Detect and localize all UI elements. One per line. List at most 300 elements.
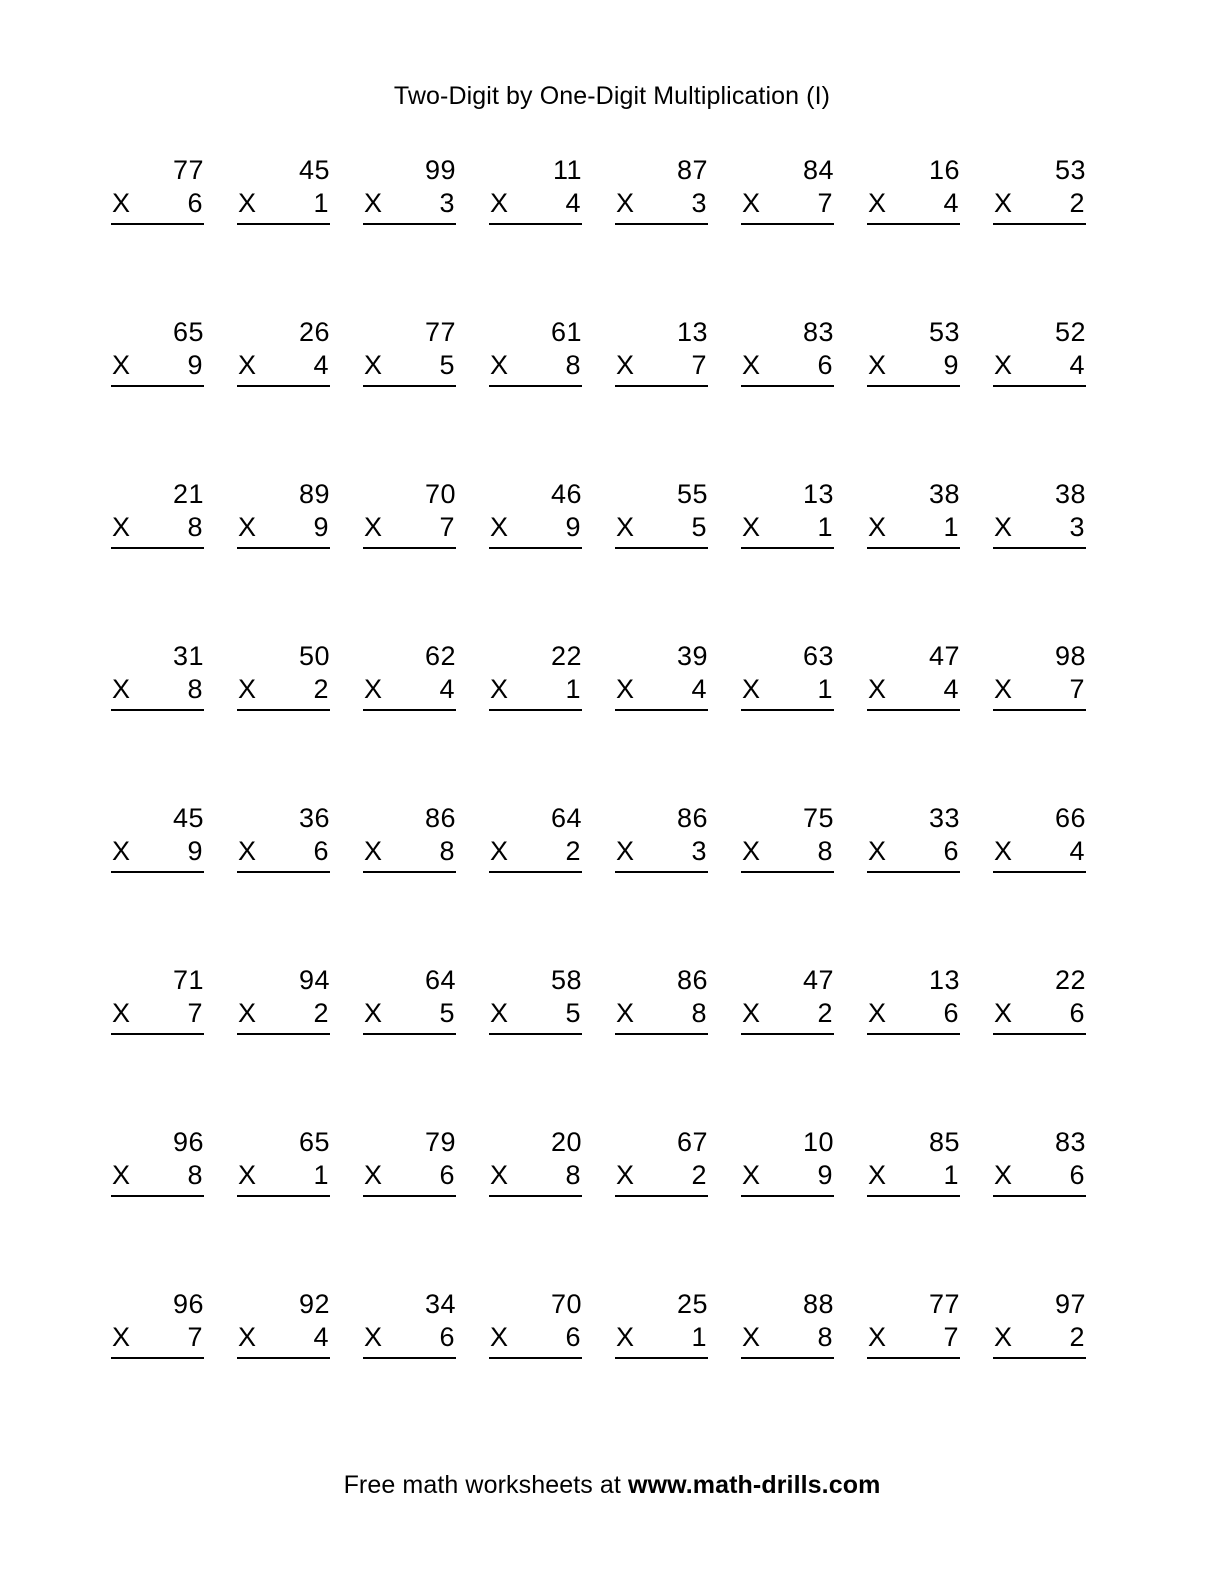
factor-bottom-line bbox=[489, 1321, 582, 1359]
problem-cell bbox=[234, 802, 360, 964]
factor-bottom: 9 bbox=[943, 350, 959, 380]
factor-bottom-line bbox=[111, 187, 204, 225]
factor-top: 20 bbox=[550, 1127, 582, 1157]
factor-bottom-line bbox=[111, 349, 204, 387]
problem-cell bbox=[990, 964, 1116, 1126]
factor-top: 45 bbox=[172, 803, 204, 833]
factor-bottom: 1 bbox=[313, 1160, 329, 1190]
factor-top: 13 bbox=[802, 479, 834, 509]
problem-cell bbox=[486, 802, 612, 964]
factor-top: 64 bbox=[550, 803, 582, 833]
factor-top: 64 bbox=[424, 965, 456, 995]
problem-cell bbox=[360, 316, 486, 478]
multiply-operator: X bbox=[112, 674, 131, 704]
factor-top: 33 bbox=[928, 803, 960, 833]
problem-cell bbox=[360, 1126, 486, 1288]
multiply-operator: X bbox=[742, 836, 761, 866]
multiply-operator: X bbox=[364, 512, 383, 542]
problem-cell bbox=[108, 316, 234, 478]
factor-top: 88 bbox=[802, 1289, 834, 1319]
factor-bottom-line bbox=[867, 1159, 960, 1197]
multiply-operator: X bbox=[868, 998, 887, 1028]
factor-top: 22 bbox=[1054, 965, 1086, 995]
multiply-operator: X bbox=[238, 512, 257, 542]
factor-bottom: 3 bbox=[691, 836, 707, 866]
multiply-operator: X bbox=[868, 512, 887, 542]
factor-top: 36 bbox=[298, 803, 330, 833]
factor-bottom: 2 bbox=[691, 1160, 707, 1190]
problem-cell bbox=[612, 802, 738, 964]
problem-cell bbox=[234, 964, 360, 1126]
factor-bottom-line bbox=[363, 1321, 456, 1359]
factor-top: 45 bbox=[298, 155, 330, 185]
factor-bottom-line bbox=[363, 511, 456, 549]
factor-bottom: 4 bbox=[313, 1322, 329, 1352]
factor-top: 97 bbox=[1054, 1289, 1086, 1319]
factor-bottom-line bbox=[615, 835, 708, 873]
multiply-operator: X bbox=[868, 350, 887, 380]
factor-top: 65 bbox=[172, 317, 204, 347]
multiply-operator: X bbox=[490, 1160, 509, 1190]
multiply-operator: X bbox=[994, 674, 1013, 704]
problem-cell bbox=[612, 1288, 738, 1450]
multiply-operator: X bbox=[490, 998, 509, 1028]
factor-bottom: 7 bbox=[1069, 674, 1085, 704]
factor-top: 87 bbox=[676, 155, 708, 185]
factor-bottom-line bbox=[111, 1159, 204, 1197]
factor-top: 22 bbox=[550, 641, 582, 671]
factor-top: 96 bbox=[172, 1289, 204, 1319]
problem-cell bbox=[234, 1126, 360, 1288]
factor-bottom: 7 bbox=[817, 188, 833, 218]
factor-bottom-line bbox=[741, 349, 834, 387]
problem-cell bbox=[864, 154, 990, 316]
multiply-operator: X bbox=[112, 998, 131, 1028]
problem-cell bbox=[738, 1288, 864, 1450]
factor-bottom: 8 bbox=[565, 350, 581, 380]
factor-bottom-line bbox=[363, 1159, 456, 1197]
factor-bottom-line bbox=[237, 673, 330, 711]
factor-bottom: 5 bbox=[439, 998, 455, 1028]
factor-top: 47 bbox=[928, 641, 960, 671]
factor-bottom: 1 bbox=[817, 512, 833, 542]
factor-bottom: 8 bbox=[187, 1160, 203, 1190]
factor-top: 46 bbox=[550, 479, 582, 509]
multiply-operator: X bbox=[238, 1322, 257, 1352]
factor-bottom-line bbox=[867, 835, 960, 873]
multiply-operator: X bbox=[364, 998, 383, 1028]
multiply-operator: X bbox=[364, 1322, 383, 1352]
problem-cell bbox=[108, 1288, 234, 1450]
factor-bottom-line bbox=[867, 349, 960, 387]
factor-bottom: 6 bbox=[1069, 1160, 1085, 1190]
problem-cell bbox=[360, 478, 486, 640]
problem-row bbox=[108, 964, 1116, 1126]
factor-bottom-line bbox=[489, 673, 582, 711]
factor-bottom: 6 bbox=[817, 350, 833, 380]
factor-top: 21 bbox=[172, 479, 204, 509]
factor-bottom-line bbox=[111, 511, 204, 549]
problem-cell bbox=[234, 640, 360, 802]
factor-top: 79 bbox=[424, 1127, 456, 1157]
multiply-operator: X bbox=[238, 1160, 257, 1190]
factor-bottom-line bbox=[993, 1321, 1086, 1359]
problem-cell bbox=[990, 154, 1116, 316]
multiply-operator: X bbox=[616, 1322, 635, 1352]
problem-cell bbox=[108, 1126, 234, 1288]
factor-bottom-line bbox=[867, 511, 960, 549]
factor-bottom: 3 bbox=[439, 188, 455, 218]
factor-top: 99 bbox=[424, 155, 456, 185]
factor-bottom: 6 bbox=[187, 188, 203, 218]
factor-bottom: 4 bbox=[439, 674, 455, 704]
factor-top: 52 bbox=[1054, 317, 1086, 347]
factor-top: 58 bbox=[550, 965, 582, 995]
factor-top: 63 bbox=[802, 641, 834, 671]
factor-bottom-line bbox=[111, 835, 204, 873]
multiply-operator: X bbox=[490, 350, 509, 380]
multiply-operator: X bbox=[364, 1160, 383, 1190]
factor-bottom-line bbox=[615, 997, 708, 1035]
factor-top: 13 bbox=[676, 317, 708, 347]
factor-top: 11 bbox=[552, 155, 582, 185]
factor-bottom-line bbox=[363, 997, 456, 1035]
footer-credit bbox=[0, 1471, 1224, 1500]
factor-bottom: 9 bbox=[565, 512, 581, 542]
factor-top: 67 bbox=[676, 1127, 708, 1157]
factor-bottom: 1 bbox=[943, 1160, 959, 1190]
problem-cell bbox=[864, 640, 990, 802]
problem-cell bbox=[738, 640, 864, 802]
factor-bottom-line bbox=[489, 997, 582, 1035]
factor-top: 25 bbox=[676, 1289, 708, 1319]
factor-top: 31 bbox=[172, 641, 204, 671]
factor-top: 85 bbox=[928, 1127, 960, 1157]
factor-bottom: 9 bbox=[313, 512, 329, 542]
factor-bottom-line bbox=[993, 511, 1086, 549]
multiply-operator: X bbox=[742, 674, 761, 704]
factor-bottom: 3 bbox=[691, 188, 707, 218]
factor-bottom: 2 bbox=[313, 674, 329, 704]
factor-bottom-line bbox=[363, 349, 456, 387]
factor-bottom-line bbox=[237, 1159, 330, 1197]
multiply-operator: X bbox=[994, 836, 1013, 866]
problem-cell bbox=[990, 640, 1116, 802]
multiply-operator: X bbox=[742, 188, 761, 218]
factor-bottom-line bbox=[993, 1159, 1086, 1197]
footer-lead-text: Free math worksheets at bbox=[343, 1471, 629, 1499]
factor-top: 89 bbox=[298, 479, 330, 509]
problem-cell bbox=[360, 640, 486, 802]
problem-row bbox=[108, 154, 1116, 316]
factor-bottom: 8 bbox=[691, 998, 707, 1028]
factor-bottom: 9 bbox=[817, 1160, 833, 1190]
factor-bottom: 1 bbox=[691, 1322, 707, 1352]
problem-cell bbox=[486, 316, 612, 478]
factor-top: 83 bbox=[802, 317, 834, 347]
factor-bottom-line bbox=[363, 187, 456, 225]
factor-bottom: 6 bbox=[943, 998, 959, 1028]
factor-bottom-line bbox=[741, 1321, 834, 1359]
problem-cell bbox=[612, 640, 738, 802]
factor-bottom-line bbox=[741, 997, 834, 1035]
multiply-operator: X bbox=[238, 674, 257, 704]
factor-bottom: 2 bbox=[565, 836, 581, 866]
factor-top: 34 bbox=[424, 1289, 456, 1319]
multiply-operator: X bbox=[238, 998, 257, 1028]
factor-bottom: 1 bbox=[817, 674, 833, 704]
factor-bottom-line bbox=[867, 187, 960, 225]
multiply-operator: X bbox=[112, 836, 131, 866]
factor-bottom-line bbox=[615, 349, 708, 387]
footer-site-text: www.math-drills.com bbox=[628, 1471, 881, 1499]
factor-bottom-line bbox=[237, 187, 330, 225]
factor-bottom: 6 bbox=[943, 836, 959, 866]
factor-top: 75 bbox=[802, 803, 834, 833]
factor-top: 55 bbox=[676, 479, 708, 509]
multiply-operator: X bbox=[994, 350, 1013, 380]
multiply-operator: X bbox=[994, 998, 1013, 1028]
factor-bottom: 5 bbox=[439, 350, 455, 380]
problem-cell bbox=[360, 802, 486, 964]
multiply-operator: X bbox=[868, 188, 887, 218]
factor-top: 77 bbox=[424, 317, 456, 347]
factor-top: 77 bbox=[172, 155, 204, 185]
multiply-operator: X bbox=[742, 998, 761, 1028]
problem-cell bbox=[108, 478, 234, 640]
factor-top: 94 bbox=[298, 965, 330, 995]
factor-bottom: 9 bbox=[187, 350, 203, 380]
page-title: Two-Digit by One-Digit Multiplication (I) bbox=[393, 82, 831, 110]
problem-cell bbox=[486, 1126, 612, 1288]
problem-cell bbox=[738, 964, 864, 1126]
multiply-operator: X bbox=[868, 674, 887, 704]
problem-cell bbox=[612, 478, 738, 640]
multiply-operator: X bbox=[994, 1160, 1013, 1190]
factor-bottom-line bbox=[615, 1321, 708, 1359]
problem-cell bbox=[234, 478, 360, 640]
factor-top: 96 bbox=[172, 1127, 204, 1157]
multiply-operator: X bbox=[742, 350, 761, 380]
problem-cell bbox=[864, 478, 990, 640]
multiply-operator: X bbox=[112, 188, 131, 218]
factor-bottom-line bbox=[615, 511, 708, 549]
factor-top: 47 bbox=[802, 965, 834, 995]
multiply-operator: X bbox=[490, 836, 509, 866]
problem-cell bbox=[486, 1288, 612, 1450]
multiply-operator: X bbox=[994, 188, 1013, 218]
factor-bottom-line bbox=[237, 511, 330, 549]
multiply-operator: X bbox=[616, 836, 635, 866]
factor-bottom: 7 bbox=[691, 350, 707, 380]
factor-bottom: 6 bbox=[1069, 998, 1085, 1028]
factor-bottom: 7 bbox=[439, 512, 455, 542]
factor-top: 98 bbox=[1054, 641, 1086, 671]
problem-cell bbox=[990, 316, 1116, 478]
problem-cell bbox=[864, 1126, 990, 1288]
factor-bottom-line bbox=[237, 1321, 330, 1359]
factor-bottom-line bbox=[111, 673, 204, 711]
factor-bottom-line bbox=[237, 835, 330, 873]
factor-top: 26 bbox=[298, 317, 330, 347]
factor-bottom: 8 bbox=[565, 1160, 581, 1190]
problem-cell bbox=[990, 802, 1116, 964]
factor-bottom: 9 bbox=[187, 836, 203, 866]
problem-cell bbox=[234, 154, 360, 316]
factor-bottom: 1 bbox=[313, 188, 329, 218]
problem-cell bbox=[108, 640, 234, 802]
factor-bottom-line bbox=[489, 511, 582, 549]
factor-bottom: 4 bbox=[691, 674, 707, 704]
factor-bottom: 3 bbox=[1069, 512, 1085, 542]
factor-bottom: 8 bbox=[817, 836, 833, 866]
problem-cell bbox=[108, 802, 234, 964]
factor-top: 71 bbox=[172, 965, 204, 995]
factor-bottom: 4 bbox=[313, 350, 329, 380]
problem-cell bbox=[864, 1288, 990, 1450]
problem-cell bbox=[864, 316, 990, 478]
factor-top: 62 bbox=[424, 641, 456, 671]
problem-cell bbox=[990, 1288, 1116, 1450]
factor-bottom-line bbox=[741, 673, 834, 711]
multiply-operator: X bbox=[112, 350, 131, 380]
factor-bottom-line bbox=[741, 835, 834, 873]
factor-bottom: 8 bbox=[817, 1322, 833, 1352]
problem-cell bbox=[360, 964, 486, 1126]
factor-bottom: 8 bbox=[187, 512, 203, 542]
problems-grid bbox=[0, 154, 1224, 1450]
multiply-operator: X bbox=[112, 1160, 131, 1190]
factor-bottom-line bbox=[615, 673, 708, 711]
factor-top: 86 bbox=[424, 803, 456, 833]
problem-row bbox=[108, 1126, 1116, 1288]
factor-top: 84 bbox=[802, 155, 834, 185]
factor-bottom: 2 bbox=[313, 998, 329, 1028]
factor-bottom-line bbox=[489, 349, 582, 387]
factor-bottom-line bbox=[993, 835, 1086, 873]
problem-cell bbox=[486, 964, 612, 1126]
factor-bottom: 4 bbox=[565, 188, 581, 218]
multiply-operator: X bbox=[364, 350, 383, 380]
problem-cell bbox=[990, 1126, 1116, 1288]
multiply-operator: X bbox=[364, 188, 383, 218]
factor-bottom: 6 bbox=[439, 1322, 455, 1352]
factor-bottom-line bbox=[237, 997, 330, 1035]
factor-top: 70 bbox=[424, 479, 456, 509]
factor-bottom: 4 bbox=[1069, 350, 1085, 380]
multiply-operator: X bbox=[616, 998, 635, 1028]
factor-bottom-line bbox=[993, 187, 1086, 225]
factor-top: 38 bbox=[1054, 479, 1086, 509]
multiply-operator: X bbox=[238, 188, 257, 218]
problem-row bbox=[108, 316, 1116, 478]
multiply-operator: X bbox=[490, 1322, 509, 1352]
factor-bottom-line bbox=[615, 1159, 708, 1197]
multiply-operator: X bbox=[994, 1322, 1013, 1352]
problem-cell bbox=[234, 1288, 360, 1450]
problem-cell bbox=[738, 1126, 864, 1288]
factor-top: 50 bbox=[298, 641, 330, 671]
multiply-operator: X bbox=[742, 512, 761, 542]
factor-bottom: 6 bbox=[565, 1322, 581, 1352]
factor-bottom-line bbox=[363, 835, 456, 873]
factor-bottom: 1 bbox=[943, 512, 959, 542]
multiply-operator: X bbox=[616, 1160, 635, 1190]
factor-bottom-line bbox=[867, 997, 960, 1035]
problem-row bbox=[108, 640, 1116, 802]
factor-top: 38 bbox=[928, 479, 960, 509]
factor-top: 16 bbox=[928, 155, 960, 185]
factor-top: 61 bbox=[550, 317, 582, 347]
factor-bottom-line bbox=[993, 673, 1086, 711]
factor-top: 53 bbox=[1054, 155, 1086, 185]
factor-bottom: 2 bbox=[817, 998, 833, 1028]
problem-cell bbox=[864, 964, 990, 1126]
factor-bottom-line bbox=[489, 1159, 582, 1197]
multiply-operator: X bbox=[238, 836, 257, 866]
problem-cell bbox=[360, 1288, 486, 1450]
multiply-operator: X bbox=[868, 836, 887, 866]
factor-bottom-line bbox=[111, 997, 204, 1035]
multiply-operator: X bbox=[616, 674, 635, 704]
problem-cell bbox=[738, 154, 864, 316]
problem-cell bbox=[486, 640, 612, 802]
factor-bottom: 7 bbox=[943, 1322, 959, 1352]
multiply-operator: X bbox=[994, 512, 1013, 542]
factor-top: 39 bbox=[676, 641, 708, 671]
problem-cell bbox=[612, 154, 738, 316]
problem-cell bbox=[738, 478, 864, 640]
problem-cell bbox=[108, 964, 234, 1126]
factor-top: 70 bbox=[550, 1289, 582, 1319]
factor-bottom-line bbox=[741, 511, 834, 549]
multiply-operator: X bbox=[112, 512, 131, 542]
factor-bottom: 1 bbox=[565, 674, 581, 704]
factor-top: 66 bbox=[1054, 803, 1086, 833]
factor-bottom-line bbox=[741, 1159, 834, 1197]
factor-bottom: 4 bbox=[1069, 836, 1085, 866]
problem-cell bbox=[486, 154, 612, 316]
factor-bottom-line bbox=[741, 187, 834, 225]
multiply-operator: X bbox=[868, 1160, 887, 1190]
multiply-operator: X bbox=[112, 1322, 131, 1352]
problem-row bbox=[108, 802, 1116, 964]
problem-row bbox=[108, 478, 1116, 640]
factor-top: 77 bbox=[928, 1289, 960, 1319]
factor-bottom: 5 bbox=[691, 512, 707, 542]
factor-bottom-line bbox=[363, 673, 456, 711]
problem-cell bbox=[612, 316, 738, 478]
factor-bottom: 6 bbox=[439, 1160, 455, 1190]
multiply-operator: X bbox=[616, 350, 635, 380]
factor-bottom-line bbox=[993, 349, 1086, 387]
factor-bottom: 8 bbox=[439, 836, 455, 866]
problem-cell bbox=[738, 802, 864, 964]
factor-top: 92 bbox=[298, 1289, 330, 1319]
factor-bottom-line bbox=[615, 187, 708, 225]
multiply-operator: X bbox=[742, 1322, 761, 1352]
factor-bottom: 2 bbox=[1069, 1322, 1085, 1352]
problem-cell bbox=[108, 154, 234, 316]
factor-bottom-line bbox=[993, 997, 1086, 1035]
factor-bottom: 6 bbox=[313, 836, 329, 866]
problem-cell bbox=[612, 1126, 738, 1288]
factor-bottom-line bbox=[867, 1321, 960, 1359]
factor-bottom: 5 bbox=[565, 998, 581, 1028]
factor-bottom-line bbox=[111, 1321, 204, 1359]
factor-top: 13 bbox=[928, 965, 960, 995]
factor-bottom-line bbox=[489, 835, 582, 873]
